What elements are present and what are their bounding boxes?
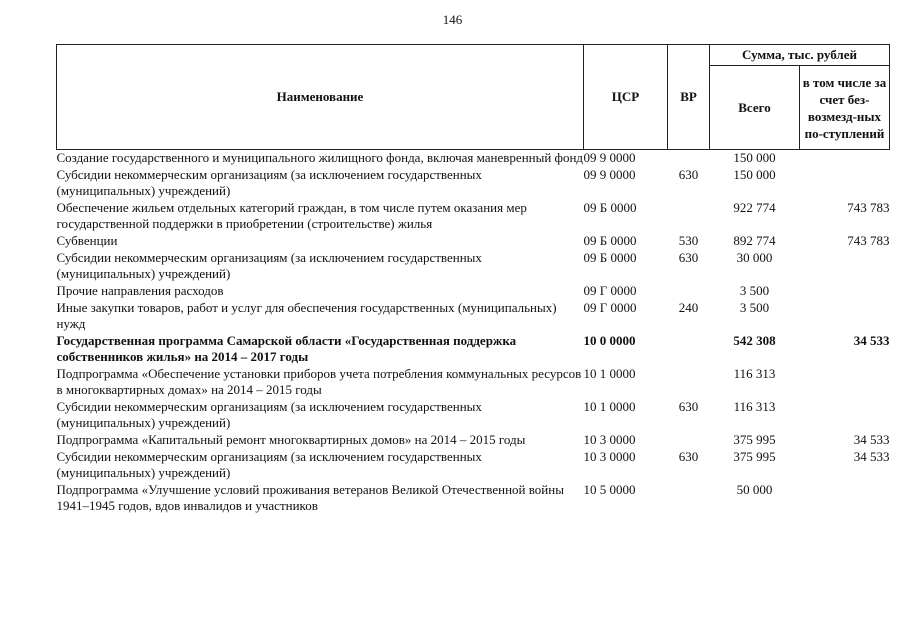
row-name: Иные закупки товаров, работ и услуг для обеспечения государственных (муниципальных) нужд bbox=[56, 300, 557, 331]
row-total: 375 995 bbox=[733, 449, 776, 464]
row-vr bbox=[668, 432, 710, 449]
table-row bbox=[57, 399, 890, 432]
row-name: Государственная программа Самарской области «Государственная поддержка собственников жилья» на 2014 – 2017 годы bbox=[56, 333, 517, 364]
header-total: Всего bbox=[710, 66, 800, 150]
row-csr: 09 Б 0000 bbox=[583, 250, 637, 265]
row-name: Субвенции bbox=[56, 233, 118, 248]
row-name: Субсидии некоммерческим организациям (за исключением государственных (муниципальных) учреждений) bbox=[56, 167, 482, 198]
row-name: Субсидии некоммерческим организациям (за исключением государственных (муниципальных) учреждений) bbox=[56, 449, 482, 480]
row-gratuitous bbox=[800, 366, 890, 399]
row-vr bbox=[668, 283, 710, 300]
row-gratuitous bbox=[800, 150, 890, 168]
header-gratuitous: в том числе за счет без-возмезд-ных по-ступлений bbox=[800, 66, 890, 150]
row-total: 30 000 bbox=[736, 250, 773, 265]
row-total: 892 774 bbox=[733, 233, 776, 248]
row-name: Субсидии некоммерческим организациям (за исключением государственных (муниципальных) учреждений) bbox=[56, 250, 482, 281]
row-total: 3 500 bbox=[739, 283, 770, 298]
table-body bbox=[57, 150, 890, 516]
row-gratuitous bbox=[800, 399, 890, 432]
row-gratuitous: 34 533 bbox=[853, 449, 890, 464]
row-csr: 09 9 0000 bbox=[583, 167, 636, 182]
row-total: 116 313 bbox=[733, 366, 776, 381]
row-csr: 10 0 0000 bbox=[583, 333, 636, 348]
row-name: Подпрограмма «Улучшение условий проживания ветеранов Великой Отечественной войны 1941–1945 годов, вдов инвалидов и участников bbox=[56, 482, 564, 513]
row-gratuitous bbox=[800, 250, 890, 283]
table-row bbox=[57, 432, 890, 449]
row-name: Субсидии некоммерческим организациям (за исключением государственных (муниципальных) учреждений) bbox=[56, 399, 482, 430]
header-csr: ЦСР bbox=[584, 45, 668, 150]
row-csr: 09 Б 0000 bbox=[583, 200, 637, 215]
row-gratuitous bbox=[800, 300, 890, 333]
row-gratuitous: 34 533 bbox=[853, 432, 890, 447]
table-row bbox=[57, 300, 890, 333]
row-name: Подпрограмма «Капитальный ремонт многоквартирных домов» на 2014 – 2015 годы bbox=[56, 432, 526, 447]
table-row bbox=[57, 250, 890, 283]
table-row bbox=[57, 366, 890, 399]
row-vr: 630 bbox=[678, 250, 699, 265]
row-name: Создание государственного и муниципального жилищного фонда, включая маневренный фонд bbox=[56, 150, 584, 165]
table-row bbox=[57, 482, 890, 515]
row-gratuitous bbox=[800, 167, 890, 200]
row-csr: 09 Б 0000 bbox=[583, 233, 637, 248]
row-vr bbox=[668, 333, 710, 366]
row-csr: 10 1 0000 bbox=[583, 366, 636, 381]
row-vr bbox=[668, 482, 710, 515]
table-row bbox=[57, 233, 890, 250]
row-vr bbox=[668, 200, 710, 233]
row-vr bbox=[668, 366, 710, 399]
row-total: 50 000 bbox=[736, 482, 773, 497]
row-vr: 530 bbox=[678, 233, 699, 248]
row-vr: 240 bbox=[678, 300, 699, 315]
budget-table bbox=[56, 44, 890, 515]
table-row bbox=[57, 167, 890, 200]
row-vr: 630 bbox=[678, 167, 699, 182]
row-gratuitous bbox=[800, 482, 890, 515]
header-vr: ВР bbox=[668, 45, 710, 150]
row-gratuitous: 743 783 bbox=[847, 233, 890, 248]
row-name: Обеспечение жильем отдельных категорий граждан, в том числе путем оказания мер государственной поддержки в приобретении (строительстве) жилья bbox=[56, 200, 527, 231]
row-name: Подпрограмма «Обеспечение установки приборов учета потребления коммунальных ресурсов в многоквартирных домах» на 2014 – 2015 годы bbox=[56, 366, 582, 397]
table-row bbox=[57, 333, 890, 366]
row-total: 922 774 bbox=[733, 200, 776, 215]
header-name: Наименование bbox=[57, 45, 584, 150]
row-total: 542 308 bbox=[733, 333, 776, 348]
row-vr: 630 bbox=[678, 449, 699, 464]
row-total: 116 313 bbox=[733, 399, 776, 414]
row-csr: 09 Г 0000 bbox=[583, 283, 637, 298]
row-csr: 09 Г 0000 bbox=[583, 300, 637, 315]
row-gratuitous: 34 533 bbox=[853, 333, 890, 348]
row-csr: 10 3 0000 bbox=[583, 432, 636, 447]
row-gratuitous bbox=[800, 283, 890, 300]
row-gratuitous: 743 783 bbox=[847, 200, 890, 215]
table-row bbox=[57, 150, 890, 168]
row-total: 3 500 bbox=[739, 300, 770, 315]
table-row bbox=[57, 449, 890, 482]
table-row bbox=[57, 283, 890, 300]
row-vr: 630 bbox=[678, 399, 699, 414]
header-sum: Сумма, тыс. рублей bbox=[710, 45, 890, 66]
row-name: Прочие направления расходов bbox=[56, 283, 224, 298]
page-number: 146 bbox=[442, 12, 463, 27]
row-vr bbox=[668, 150, 710, 168]
row-csr: 10 3 0000 bbox=[583, 449, 636, 464]
row-total: 150 000 bbox=[733, 150, 776, 165]
row-total: 375 995 bbox=[733, 432, 776, 447]
row-csr: 10 1 0000 bbox=[583, 399, 636, 414]
row-total: 150 000 bbox=[733, 167, 776, 182]
row-csr: 09 9 0000 bbox=[583, 150, 636, 165]
table-row bbox=[57, 200, 890, 233]
table-header bbox=[57, 45, 890, 150]
row-csr: 10 5 0000 bbox=[583, 482, 636, 497]
